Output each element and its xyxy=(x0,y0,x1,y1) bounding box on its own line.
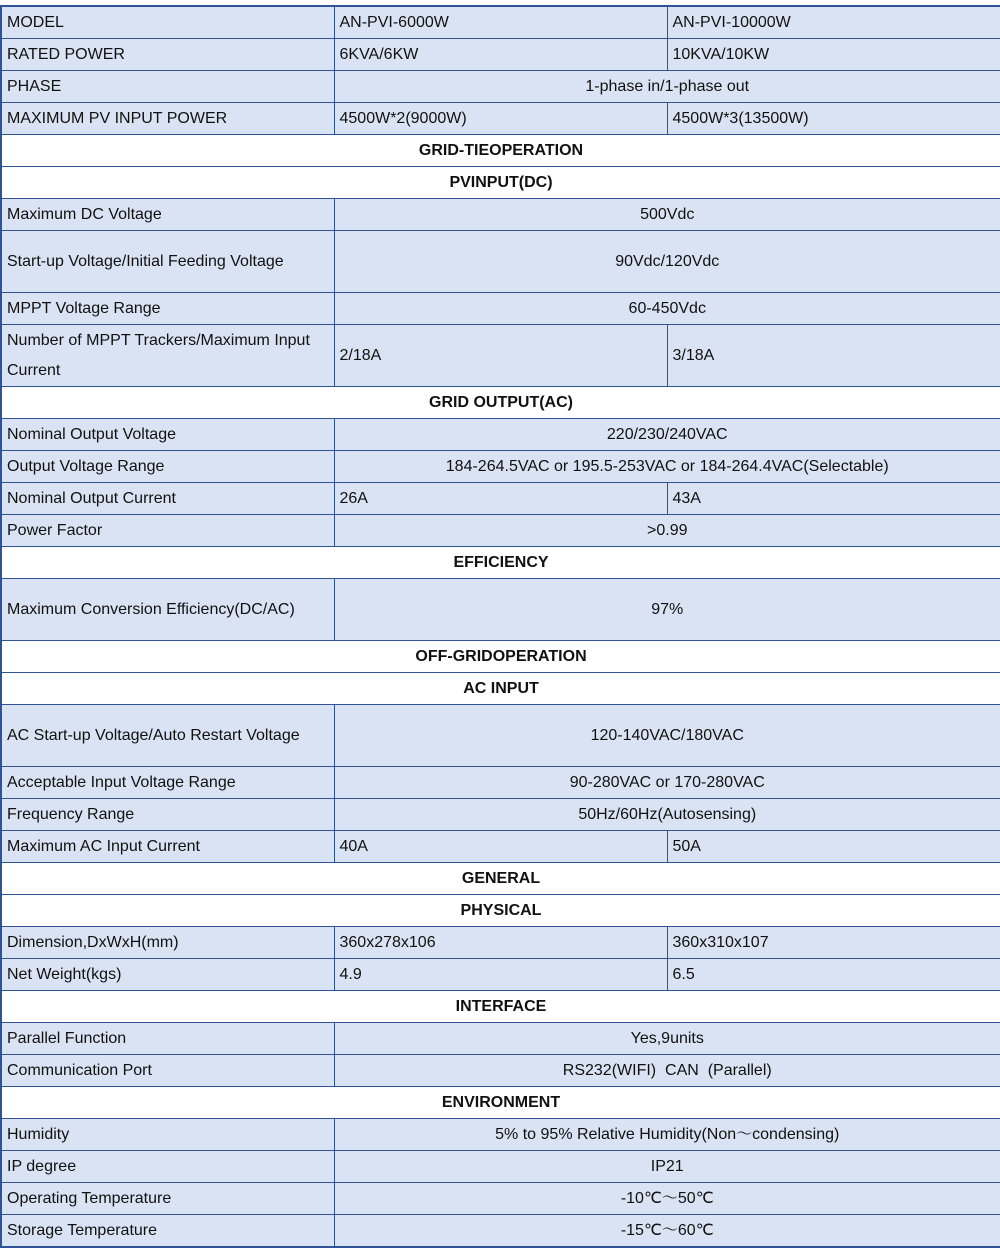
value-cell-merged: 120-140VAC/180VAC xyxy=(334,705,1000,767)
section-header-row xyxy=(1,547,1000,579)
section-header-row xyxy=(1,387,1000,419)
value-cell-left: AN-PVI-6000W xyxy=(334,6,667,39)
value-cell-merged: 1-phase in/1-phase out xyxy=(334,71,1000,103)
row-label-cell: Number of MPPT Trackers/Maximum Input Current xyxy=(1,325,334,387)
table-row xyxy=(1,1119,1000,1151)
value-cell-left: 6KVA/6KW xyxy=(334,39,667,71)
value-cell-merged: 184-264.5VAC or 195.5-253VAC or 184-264.4VAC(Selectable) xyxy=(334,451,1000,483)
value-cell-merged: 97% xyxy=(334,579,1000,641)
value-cell-merged: -10℃～50℃ xyxy=(334,1183,1000,1215)
row-label-cell: RATED POWER xyxy=(1,39,334,71)
section-title-cell: ENVIRONMENT xyxy=(1,1087,1000,1119)
value-cell-right: 10KVA/10KW xyxy=(667,39,1000,71)
value-cell-merged: 5% to 95% Relative Humidity(Non～condensing) xyxy=(334,1119,1000,1151)
row-label-cell: Net Weight(kgs) xyxy=(1,959,334,991)
section-title-cell: PVINPUT(DC) xyxy=(1,167,1000,199)
table-row xyxy=(1,451,1000,483)
table-row xyxy=(1,71,1000,103)
value-cell-merged: 60-450Vdc xyxy=(334,293,1000,325)
table-row xyxy=(1,483,1000,515)
row-label-cell: PHASE xyxy=(1,71,334,103)
row-label-cell: Frequency Range xyxy=(1,799,334,831)
table-row xyxy=(1,1055,1000,1087)
spec-table-body xyxy=(1,6,1000,1247)
value-cell-right: 50A xyxy=(667,831,1000,863)
section-title-cell: AC INPUT xyxy=(1,673,1000,705)
row-label-cell: Parallel Function xyxy=(1,1023,334,1055)
row-label-cell: Start-up Voltage/Initial Feeding Voltage xyxy=(1,231,334,293)
row-label-cell: Nominal Output Voltage xyxy=(1,419,334,451)
row-label-cell: Maximum AC Input Current xyxy=(1,831,334,863)
table-row xyxy=(1,799,1000,831)
section-header-row xyxy=(1,991,1000,1023)
row-label-cell: Maximum Conversion Efficiency(DC/AC) xyxy=(1,579,334,641)
table-row xyxy=(1,515,1000,547)
value-cell-merged: IP21 xyxy=(334,1151,1000,1183)
value-cell-merged: 90Vdc/120Vdc xyxy=(334,231,1000,293)
row-label-cell: Communication Port xyxy=(1,1055,334,1087)
section-header-row xyxy=(1,135,1000,167)
row-label-cell: Humidity xyxy=(1,1119,334,1151)
row-label-cell: Operating Temperature xyxy=(1,1183,334,1215)
row-label-cell: MODEL xyxy=(1,6,334,39)
row-label-cell: Power Factor xyxy=(1,515,334,547)
value-cell-merged: >0.99 xyxy=(334,515,1000,547)
table-row xyxy=(1,231,1000,293)
value-cell-merged: 220/230/240VAC xyxy=(334,419,1000,451)
row-label-cell: IP degree xyxy=(1,1151,334,1183)
table-row xyxy=(1,1023,1000,1055)
table-row xyxy=(1,293,1000,325)
value-cell-right: AN-PVI-10000W xyxy=(667,6,1000,39)
value-cell-merged: Yes,9units xyxy=(334,1023,1000,1055)
row-label-cell: Acceptable Input Voltage Range xyxy=(1,767,334,799)
value-cell-left: 360x278x106 xyxy=(334,927,667,959)
spec-table xyxy=(0,5,1000,1248)
section-title-cell: GRID-TIEOPERATION xyxy=(1,135,1000,167)
section-title-cell: EFFICIENCY xyxy=(1,547,1000,579)
table-row xyxy=(1,199,1000,231)
section-header-row xyxy=(1,863,1000,895)
table-row xyxy=(1,959,1000,991)
section-header-row xyxy=(1,895,1000,927)
value-cell-left: 4.9 xyxy=(334,959,667,991)
section-title-cell: OFF-GRIDOPERATION xyxy=(1,641,1000,673)
section-header-row xyxy=(1,641,1000,673)
table-row xyxy=(1,1215,1000,1248)
value-cell-right: 43A xyxy=(667,483,1000,515)
table-row xyxy=(1,39,1000,71)
table-row xyxy=(1,927,1000,959)
row-label-cell: AC Start-up Voltage/Auto Restart Voltage xyxy=(1,705,334,767)
value-cell-merged: 50Hz/60Hz(Autosensing) xyxy=(334,799,1000,831)
row-label-cell: MPPT Voltage Range xyxy=(1,293,334,325)
section-title-cell: PHYSICAL xyxy=(1,895,1000,927)
value-cell-left: 40A xyxy=(334,831,667,863)
section-header-row xyxy=(1,673,1000,705)
table-row xyxy=(1,103,1000,135)
table-row xyxy=(1,325,1000,387)
row-label-cell: Maximum DC Voltage xyxy=(1,199,334,231)
table-row xyxy=(1,1183,1000,1215)
section-header-row xyxy=(1,167,1000,199)
section-title-cell: GRID OUTPUT(AC) xyxy=(1,387,1000,419)
row-label-cell: Nominal Output Current xyxy=(1,483,334,515)
section-title-cell: GENERAL xyxy=(1,863,1000,895)
value-cell-merged: 500Vdc xyxy=(334,199,1000,231)
table-row xyxy=(1,419,1000,451)
table-row xyxy=(1,831,1000,863)
value-cell-merged: -15℃～60℃ xyxy=(334,1215,1000,1248)
value-cell-left: 4500W*2(9000W) xyxy=(334,103,667,135)
table-row xyxy=(1,767,1000,799)
table-row xyxy=(1,6,1000,39)
value-cell-right: 4500W*3(13500W) xyxy=(667,103,1000,135)
section-header-row xyxy=(1,1087,1000,1119)
table-row xyxy=(1,579,1000,641)
value-cell-left: 2/18A xyxy=(334,325,667,387)
value-cell-right: 360x310x107 xyxy=(667,927,1000,959)
row-label-cell: Output Voltage Range xyxy=(1,451,334,483)
row-label-cell: MAXIMUM PV INPUT POWER xyxy=(1,103,334,135)
value-cell-merged: 90-280VAC or 170-280VAC xyxy=(334,767,1000,799)
value-cell-right: 6.5 xyxy=(667,959,1000,991)
value-cell-right: 3/18A xyxy=(667,325,1000,387)
row-label-cell: Storage Temperature xyxy=(1,1215,334,1248)
table-row xyxy=(1,705,1000,767)
value-cell-left: 26A xyxy=(334,483,667,515)
value-cell-merged: RS232(WIFI) CAN (Parallel) xyxy=(334,1055,1000,1087)
section-title-cell: INTERFACE xyxy=(1,991,1000,1023)
row-label-cell: Dimension,DxWxH(mm) xyxy=(1,927,334,959)
table-row xyxy=(1,1151,1000,1183)
